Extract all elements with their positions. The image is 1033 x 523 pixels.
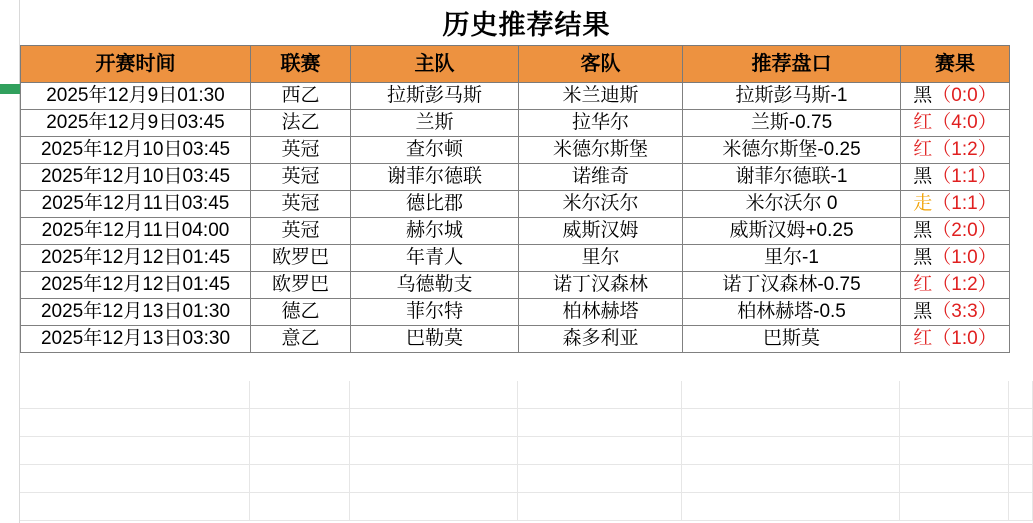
cell-league: 法乙 bbox=[251, 110, 351, 137]
cell-away: 诺丁汉森林 bbox=[519, 272, 683, 299]
table-row[interactable] bbox=[21, 299, 1010, 326]
result-score: （2:0） bbox=[932, 220, 997, 241]
cell-pick: 米尔沃尔 0 bbox=[683, 191, 901, 218]
empty-cell[interactable] bbox=[682, 465, 900, 492]
cell-result bbox=[901, 83, 1010, 110]
result-label: 走 bbox=[913, 193, 933, 214]
table-row[interactable] bbox=[21, 164, 1010, 191]
empty-cell[interactable] bbox=[682, 493, 900, 520]
table-body bbox=[21, 83, 1010, 353]
empty-cell[interactable] bbox=[20, 409, 250, 436]
cell-away: 森多利亚 bbox=[519, 326, 683, 353]
cell-league: 英冠 bbox=[251, 164, 351, 191]
result-score: （1:2） bbox=[932, 139, 997, 160]
cell-home: 菲尔特 bbox=[351, 299, 519, 326]
selection-marker bbox=[0, 84, 20, 94]
table-row[interactable] bbox=[21, 326, 1010, 353]
table-row[interactable] bbox=[21, 137, 1010, 164]
empty-row[interactable] bbox=[20, 437, 1033, 465]
cell-home: 谢菲尔德联 bbox=[351, 164, 519, 191]
cell-away: 诺维奇 bbox=[519, 164, 683, 191]
result-score: （1:2） bbox=[932, 274, 997, 295]
result-label: 黑 bbox=[913, 301, 933, 322]
empty-cell[interactable] bbox=[900, 465, 1009, 492]
empty-cell[interactable] bbox=[900, 437, 1009, 464]
column-header-result[interactable]: 赛果 bbox=[901, 46, 1010, 83]
cell-home: 赫尔城 bbox=[351, 218, 519, 245]
cell-time: 2025年12月11日03:45 bbox=[21, 191, 251, 218]
empty-cell[interactable] bbox=[900, 409, 1009, 436]
column-header-pick[interactable]: 推荐盘口 bbox=[683, 46, 901, 83]
empty-grid-area bbox=[20, 381, 1033, 523]
cell-pick: 柏林赫塔-0.5 bbox=[683, 299, 901, 326]
cell-home: 查尔顿 bbox=[351, 137, 519, 164]
empty-cell[interactable] bbox=[1009, 409, 1033, 436]
result-label: 黑 bbox=[913, 247, 933, 268]
cell-result bbox=[901, 218, 1010, 245]
row-gutter bbox=[0, 0, 20, 523]
cell-time: 2025年12月12日01:45 bbox=[21, 245, 251, 272]
result-score: （4:0） bbox=[932, 112, 997, 133]
empty-cell[interactable] bbox=[900, 493, 1009, 520]
cell-home: 拉斯彭马斯 bbox=[351, 83, 519, 110]
empty-cell[interactable] bbox=[250, 409, 350, 436]
result-label: 黑 bbox=[913, 85, 933, 106]
cell-time: 2025年12月9日03:45 bbox=[21, 110, 251, 137]
cell-away: 米德尔斯堡 bbox=[519, 137, 683, 164]
cell-time: 2025年12月10日03:45 bbox=[21, 164, 251, 191]
cell-home: 乌德勒支 bbox=[351, 272, 519, 299]
cell-league: 德乙 bbox=[251, 299, 351, 326]
result-label: 红 bbox=[913, 139, 933, 160]
cell-time: 2025年12月13日01:30 bbox=[21, 299, 251, 326]
empty-cell[interactable] bbox=[250, 493, 350, 520]
cell-pick: 诺丁汉森林-0.75 bbox=[683, 272, 901, 299]
empty-row[interactable] bbox=[20, 465, 1033, 493]
table-row[interactable] bbox=[21, 191, 1010, 218]
cell-league: 欧罗巴 bbox=[251, 272, 351, 299]
table-row[interactable] bbox=[21, 245, 1010, 272]
cell-league: 英冠 bbox=[251, 137, 351, 164]
empty-cell[interactable] bbox=[682, 381, 900, 408]
column-header-away[interactable]: 客队 bbox=[519, 46, 683, 83]
cell-home: 年青人 bbox=[351, 245, 519, 272]
cell-pick: 米德尔斯堡-0.25 bbox=[683, 137, 901, 164]
empty-cell[interactable] bbox=[250, 381, 350, 408]
cell-away: 米尔沃尔 bbox=[519, 191, 683, 218]
cell-league: 欧罗巴 bbox=[251, 245, 351, 272]
empty-cell[interactable] bbox=[682, 437, 900, 464]
empty-cell[interactable] bbox=[20, 437, 250, 464]
page-title: 历史推荐结果 bbox=[442, 9, 611, 40]
empty-cell[interactable] bbox=[682, 409, 900, 436]
empty-cell[interactable] bbox=[1009, 493, 1033, 520]
empty-row[interactable] bbox=[20, 381, 1033, 409]
cell-pick: 兰斯-0.75 bbox=[683, 110, 901, 137]
results-table bbox=[20, 45, 1010, 353]
empty-cell[interactable] bbox=[350, 493, 518, 520]
empty-cell[interactable] bbox=[350, 409, 518, 436]
cell-away: 柏林赫塔 bbox=[519, 299, 683, 326]
result-label: 红 bbox=[913, 328, 933, 349]
cell-result bbox=[901, 137, 1010, 164]
cell-home: 巴勒莫 bbox=[351, 326, 519, 353]
cell-time: 2025年12月12日01:45 bbox=[21, 272, 251, 299]
cell-result bbox=[901, 110, 1010, 137]
cell-time: 2025年12月10日03:45 bbox=[21, 137, 251, 164]
cell-away: 里尔 bbox=[519, 245, 683, 272]
empty-cell[interactable] bbox=[250, 465, 350, 492]
cell-away: 威斯汉姆 bbox=[519, 218, 683, 245]
cell-pick: 谢菲尔德联-1 bbox=[683, 164, 901, 191]
cell-pick: 巴斯莫 bbox=[683, 326, 901, 353]
cell-time: 2025年12月9日01:30 bbox=[21, 83, 251, 110]
cell-home: 兰斯 bbox=[351, 110, 519, 137]
cell-pick: 威斯汉姆+0.25 bbox=[683, 218, 901, 245]
empty-cell[interactable] bbox=[518, 493, 682, 520]
result-label: 黑 bbox=[913, 166, 933, 187]
cell-home: 德比郡 bbox=[351, 191, 519, 218]
empty-cell[interactable] bbox=[1009, 381, 1033, 408]
empty-cell[interactable] bbox=[20, 493, 250, 520]
empty-cell[interactable] bbox=[350, 465, 518, 492]
result-score: （0:0） bbox=[932, 85, 997, 106]
cell-league: 意乙 bbox=[251, 326, 351, 353]
empty-cell[interactable] bbox=[350, 437, 518, 464]
empty-cell[interactable] bbox=[518, 465, 682, 492]
cell-league: 英冠 bbox=[251, 218, 351, 245]
cell-result bbox=[901, 272, 1010, 299]
result-score: （1:0） bbox=[932, 247, 997, 268]
cell-result bbox=[901, 299, 1010, 326]
result-score: （1:1） bbox=[932, 193, 997, 214]
empty-cell[interactable] bbox=[900, 381, 1009, 408]
empty-cell[interactable] bbox=[518, 381, 682, 408]
empty-row[interactable] bbox=[20, 409, 1033, 437]
column-header-time[interactable]: 开赛时间 bbox=[21, 46, 251, 83]
result-score: （1:1） bbox=[932, 166, 997, 187]
result-label: 红 bbox=[913, 274, 933, 295]
cell-pick: 拉斯彭马斯-1 bbox=[683, 83, 901, 110]
empty-row[interactable] bbox=[20, 493, 1033, 521]
empty-cell[interactable] bbox=[20, 465, 250, 492]
table-row[interactable] bbox=[21, 83, 1010, 110]
cell-result bbox=[901, 164, 1010, 191]
empty-cell[interactable] bbox=[20, 381, 250, 408]
cell-pick: 里尔-1 bbox=[683, 245, 901, 272]
table-header-row bbox=[21, 46, 1010, 83]
cell-time: 2025年12月13日03:30 bbox=[21, 326, 251, 353]
empty-cell[interactable] bbox=[350, 381, 518, 408]
empty-cell[interactable] bbox=[1009, 465, 1033, 492]
column-header-home[interactable]: 主队 bbox=[351, 46, 519, 83]
column-header-league[interactable]: 联赛 bbox=[251, 46, 351, 83]
cell-away: 拉华尔 bbox=[519, 110, 683, 137]
empty-cell[interactable] bbox=[1009, 437, 1033, 464]
table-row[interactable] bbox=[21, 272, 1010, 299]
table-row[interactable] bbox=[21, 218, 1010, 245]
result-label: 红 bbox=[913, 112, 933, 133]
empty-cell[interactable] bbox=[518, 437, 682, 464]
result-score: （1:0） bbox=[932, 328, 997, 349]
empty-cell[interactable] bbox=[250, 437, 350, 464]
result-label: 黑 bbox=[913, 220, 933, 241]
empty-cell[interactable] bbox=[518, 409, 682, 436]
table-row[interactable] bbox=[21, 110, 1010, 137]
cell-result bbox=[901, 245, 1010, 272]
title-row bbox=[20, 0, 1033, 44]
cell-league: 英冠 bbox=[251, 191, 351, 218]
cell-result bbox=[901, 326, 1010, 353]
cell-league: 西乙 bbox=[251, 83, 351, 110]
cell-time: 2025年12月11日04:00 bbox=[21, 218, 251, 245]
cell-away: 米兰迪斯 bbox=[519, 83, 683, 110]
cell-result bbox=[901, 191, 1010, 218]
result-score: （3:3） bbox=[932, 301, 997, 322]
